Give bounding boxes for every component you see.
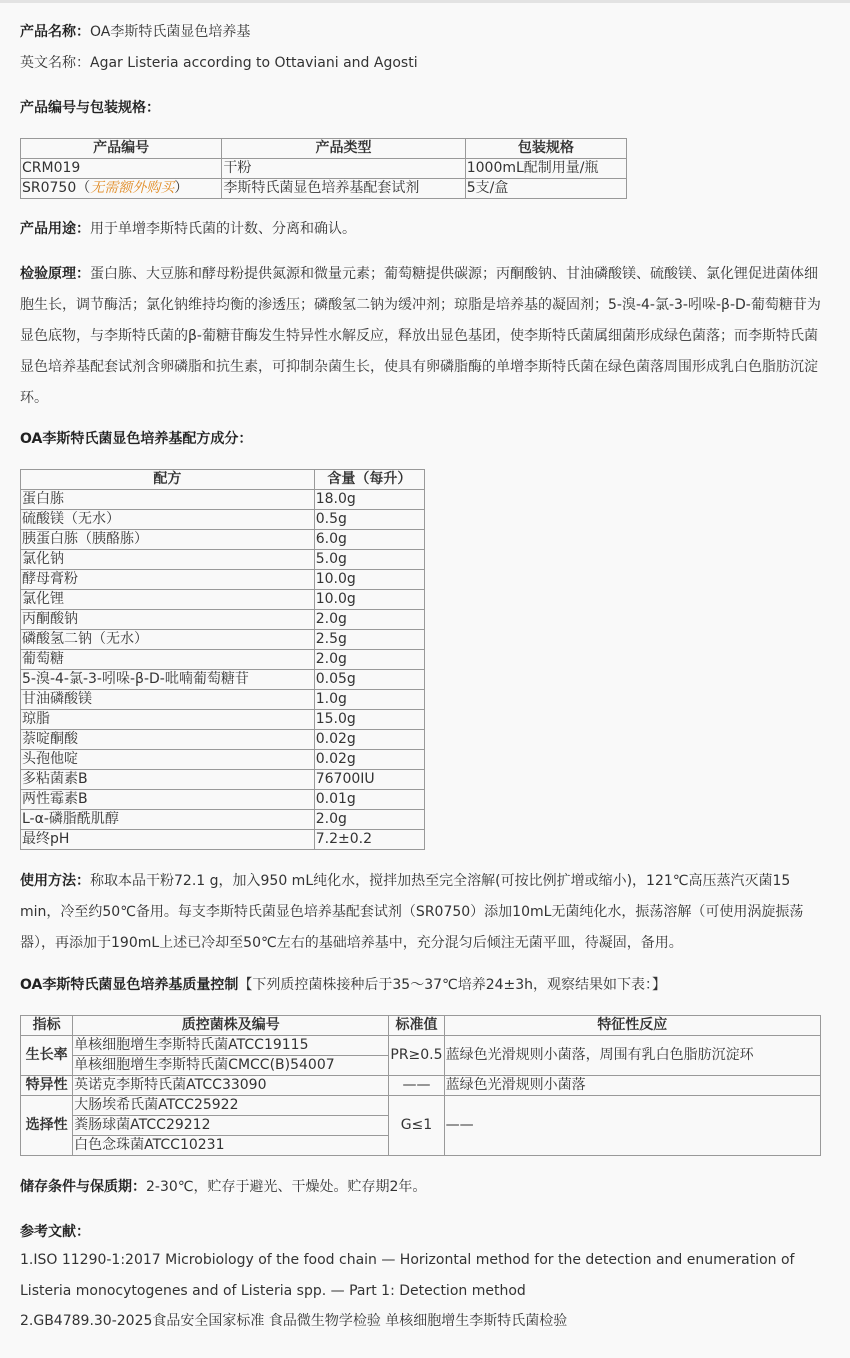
- table-header-cell: 标准值: [389, 1016, 444, 1036]
- formula-ingredient: 甘油磷酸镁: [21, 690, 315, 710]
- formula-amount: 6.0g: [314, 530, 424, 550]
- reference-item: 2.GB4789.30-2025食品安全国家标准 食品微生物学检验 单核细胞增生李斯特氏菌检验: [20, 1313, 568, 1329]
- qc-heading: OA李斯特氏菌显色培养基质量控制【下列质控菌株接种后于35～37℃培养24±3h，观察结果如下表：】: [20, 977, 667, 993]
- standard-value: ——: [389, 1076, 444, 1096]
- english-name-value: Agar Listeria according to Ottaviani and Agosti: [90, 55, 418, 71]
- formula-amount: 2.0g: [314, 610, 424, 630]
- formula-amount: 2.0g: [314, 650, 424, 670]
- table-row: [21, 710, 425, 730]
- table-row: [21, 750, 425, 770]
- formula-heading: OA李斯特氏菌显色培养基配方成分：: [20, 431, 253, 447]
- packaging-table: [20, 138, 627, 199]
- table-header-cell: 包装规格: [465, 139, 626, 159]
- table-header-row: [21, 470, 425, 490]
- product-name-line: [20, 22, 250, 42]
- formula-rows: [21, 490, 425, 850]
- principle-paragraph: [20, 259, 825, 414]
- table-row: [21, 670, 425, 690]
- formula-amount: 0.01g: [314, 790, 424, 810]
- formula-amount: 10.0g: [314, 570, 424, 590]
- method-text: 称取本品干粉72.1 g，加入950 mL纯化水，搅拌加热至完全溶解(可按比例扩增或缩小)，121℃高压蒸汽灭菌15 min，冷至约50℃备用。每支李斯特氏菌显色培养基配套试剂（SR0750）添加10mL无菌纯化水，振荡溶解（可使用涡旋振荡器），再添加于190mL上述已冷却至50℃左右的基础培养基中，充分混匀后倾注无菌平皿，待凝固，备用。: [20, 873, 804, 951]
- formula-ingredient: 硫酸镁（无水）: [21, 510, 315, 530]
- standard-value: G≤1: [389, 1096, 444, 1156]
- formula-amount: 7.2±0.2: [314, 830, 424, 850]
- method-paragraph: [20, 866, 825, 959]
- formula-ingredient: 丙酮酸钠: [21, 610, 315, 630]
- qc-note: 【下列质控菌株接种后于35～37℃培养24±3h，观察结果如下表：】: [238, 977, 667, 993]
- formula-ingredient: 磷酸氢二钠（无水）: [21, 630, 315, 650]
- table-row: [21, 510, 425, 530]
- indicator-selectivity: 选择性: [21, 1096, 73, 1156]
- formula-amount: 15.0g: [314, 710, 424, 730]
- formula-amount: 0.02g: [314, 750, 424, 770]
- formula-ingredient: 5-溴-4-氯-3-吲哚-β-D-吡喃葡萄糖苷: [21, 670, 315, 690]
- formula-amount: 5.0g: [314, 550, 424, 570]
- product-code: SR0750（无需额外购买）: [21, 179, 222, 199]
- usage-line: [20, 219, 356, 239]
- table-header-cell: 产品类型: [222, 139, 465, 159]
- qc-strain: 单核细胞增生李斯特氏菌ATCC19115: [73, 1036, 389, 1056]
- formula-amount: 10.0g: [314, 590, 424, 610]
- table-row: [21, 490, 425, 510]
- characteristic-reaction: 蓝绿色光滑规则小菌落: [444, 1076, 820, 1096]
- table-row: [21, 690, 425, 710]
- principle-label: 检验原理：: [20, 266, 90, 282]
- table-header-cell: 质控菌株及编号: [73, 1016, 389, 1036]
- table-row: [21, 610, 425, 630]
- usage-text: 用于单增李斯特氏菌的计数、分离和确认。: [90, 221, 356, 237]
- formula-amount: 1.0g: [314, 690, 424, 710]
- formula-ingredient: 氯化钠: [21, 550, 315, 570]
- table-row: [21, 1036, 821, 1056]
- storage-text: 2-30℃，贮存于避光、干燥处。贮存期2年。: [146, 1179, 427, 1195]
- formula-ingredient: 胰蛋白胨（胰酪胨）: [21, 530, 315, 550]
- formula-amount: 2.5g: [314, 630, 424, 650]
- formula-ingredient: 两性霉素B: [21, 790, 315, 810]
- formula-ingredient: 蛋白胨: [21, 490, 315, 510]
- indicator-growth: 生长率: [21, 1036, 73, 1076]
- table-header-cell: 指标: [21, 1016, 73, 1036]
- product-type: 李斯特氏菌显色培养基配套试剂: [222, 179, 465, 199]
- formula-amount: 2.0g: [314, 810, 424, 830]
- formula-amount: 0.5g: [314, 510, 424, 530]
- product-code: CRM019: [21, 159, 222, 179]
- indicator-specificity: 特异性: [21, 1076, 73, 1096]
- table-row: [21, 1076, 821, 1096]
- formula-ingredient: 氯化锂: [21, 590, 315, 610]
- usage-label: 产品用途：: [20, 221, 90, 237]
- table-header-cell: 特征性反应: [444, 1016, 820, 1036]
- formula-amount: 18.0g: [314, 490, 424, 510]
- formula-amount: 76700IU: [314, 770, 424, 790]
- formula-ingredient: 最终pH: [21, 830, 315, 850]
- qc-strain: 粪肠球菌ATCC29212: [73, 1116, 389, 1136]
- formula-table: [20, 469, 425, 850]
- storage-label: 储存条件与保质期：: [20, 1179, 146, 1195]
- english-name-label: 英文名称：: [20, 55, 90, 71]
- formula-amount: 0.02g: [314, 730, 424, 750]
- table-header-cell: 含量（每升）: [314, 470, 424, 490]
- package-spec: 1000mL配制用量/瓶: [465, 159, 626, 179]
- english-name-line: [20, 53, 418, 73]
- top-border: [0, 0, 850, 3]
- product-name-label: 产品名称：: [20, 24, 90, 40]
- table-row: [21, 630, 425, 650]
- table-row: [21, 790, 425, 810]
- table-row: [21, 179, 627, 199]
- table-row: [21, 730, 425, 750]
- formula-ingredient: L-α-磷脂酰肌醇: [21, 810, 315, 830]
- reference-item: 1.ISO 11290-1:2017 Microbiology of the food chain — Horizontal method for the detection and enumeration of Listeria monocytogenes and of Listeria spp. — Part 1: Detection method: [20, 1252, 795, 1299]
- qc-table: [20, 1015, 821, 1156]
- formula-ingredient: 多粘菌素B: [21, 770, 315, 790]
- table-row: [21, 530, 425, 550]
- package-spec: 5支/盒: [465, 179, 626, 199]
- qc-strain: 大肠埃希氏菌ATCC25922: [73, 1096, 389, 1116]
- method-label: 使用方法：: [20, 873, 90, 889]
- characteristic-reaction: ——: [444, 1096, 820, 1156]
- formula-ingredient: 酵母膏粉: [21, 570, 315, 590]
- table-header-cell: 产品编号: [21, 139, 222, 159]
- table-header-row: [21, 1016, 821, 1036]
- qc-strain: 英诺克李斯特氏菌ATCC33090: [73, 1076, 389, 1096]
- principle-text: 蛋白胨、大豆胨和酵母粉提供氮源和微量元素；葡萄糖提供碳源；丙酮酸钠、甘油磷酸镁、硫酸镁、氯化锂促进菌体细胞生长，调节酶活；氯化钠维持均衡的渗透压；磷酸氢二钠为缓冲剂；琼脂是培养基的凝固剂；5-溴-4-氯-3-吲哚-β-D-葡萄糖苷为显色底物，与李斯特氏菌的β-葡糖苷酶发生特异性水解反应，释放出显色基团，使李斯特氏菌属细菌形成绿色菌落；而李斯特氏菌显色培养基配套试剂含卵磷脂和抗生素，可抑制杂菌生长，使具有卵磷脂酶的单增李斯特氏菌在绿色菌落周围形成乳白色脂肪沉淀环。: [20, 266, 821, 406]
- table-row: [21, 650, 425, 670]
- table-row: [21, 770, 425, 790]
- references-heading: 参考文献：: [20, 1224, 90, 1240]
- formula-ingredient: 萘啶酮酸: [21, 730, 315, 750]
- storage-line: [20, 1177, 426, 1197]
- qc-strain: 单核细胞增生李斯特氏菌CMCC(B)54007: [73, 1056, 389, 1076]
- formula-ingredient: 琼脂: [21, 710, 315, 730]
- table-row: [21, 810, 425, 830]
- table-row: [21, 590, 425, 610]
- product-type: 干粉: [222, 159, 465, 179]
- table-header-row: [21, 139, 627, 159]
- table-row: [21, 550, 425, 570]
- formula-amount: 0.05g: [314, 670, 424, 690]
- qc-strain: 白色念珠菌ATCC10231: [73, 1136, 389, 1156]
- table-row: [21, 570, 425, 590]
- formula-ingredient: 头孢他啶: [21, 750, 315, 770]
- characteristic-reaction: 蓝绿色光滑规则小菌落，周围有乳白色脂肪沉淀环: [444, 1036, 820, 1076]
- table-row: [21, 830, 425, 850]
- table-row: [21, 159, 627, 179]
- table-row: [21, 1096, 821, 1116]
- packaging-heading: 产品编号与包装规格：: [20, 100, 160, 116]
- product-name-value: OA李斯特氏菌显色培养基: [90, 24, 251, 40]
- standard-value: PR≥0.5: [389, 1036, 444, 1076]
- formula-ingredient: 葡萄糖: [21, 650, 315, 670]
- no-purchase-note: 无需额外购买: [90, 180, 175, 196]
- table-header-cell: 配方: [21, 470, 315, 490]
